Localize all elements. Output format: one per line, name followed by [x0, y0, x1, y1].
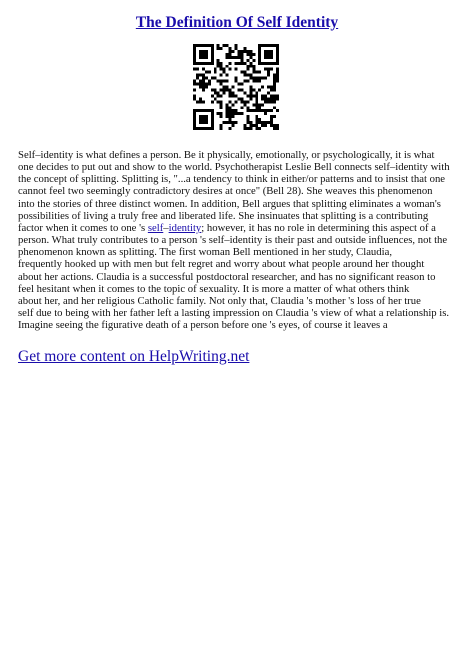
get-more-content-link[interactable]: Get more content on HelpWriting.net [18, 348, 250, 365]
body-line: possibilities of living a truly free and liberated life. She insinuates that splitting is a contributing [18, 209, 429, 222]
body-line: one decides to put out and show to the world. Psychotherapist Leslie Bell connects self–identity with [18, 161, 450, 174]
body-line: about her, and her religious Catholic family. Not only that, Claudia 's mother 's loss of her true [18, 294, 421, 307]
body-line: Self–identity is what defines a person. Be it physically, emotionally, or psychologically, it is what [18, 149, 435, 161]
body-line: about her actions. Claudia is a successful postdoctoral researcher, and has no significant reason to [18, 270, 436, 283]
body-text-segment: factor when it comes to one 's [18, 221, 148, 234]
body-line: frequently hooked up with men but felt regret and worry about what people around her thought [18, 258, 425, 271]
body-line: the concept of splitting. Splitting is, "...a tendency to think in either/or patterns and to insist that one [18, 173, 446, 186]
document-title[interactable]: The Definition Of Self Identity [135, 14, 339, 31]
identity-link[interactable]: identity [168, 221, 202, 234]
qr-code-icon [193, 44, 279, 130]
body-line: self due to being with her father left a lasting impression on Claudia 's view of what a relationship is. [18, 307, 450, 320]
body-text [18, 149, 456, 331]
body-line [18, 222, 456, 234]
body-line: phenomenon known as splitting. The first woman Bell mentioned in her study, Claudia, [18, 246, 393, 259]
body-line: into the stories of three distinct women. In addition, Bell argues that splitting eliminates a woman's [18, 197, 441, 210]
self-link[interactable]: self [147, 221, 164, 234]
body-text-segment: – [163, 221, 169, 234]
body-line: feel hesitant when it comes to the topic of sexuality. It is more a matter of what others think [18, 282, 410, 295]
body-line: Imagine seeing the figurative death of a person before one 's eyes, of course it leaves a [18, 319, 388, 332]
body-text-segment: ; however, it has no role in determining this aspect of a [201, 221, 436, 234]
body-line: cannot feel two seemingly contradictory desires at once" (Bell 28). She weaves this phenomenon [18, 185, 433, 198]
body-line: person. What truly contributes to a person 's self–identity is their past and outside influences, not the [18, 234, 448, 247]
